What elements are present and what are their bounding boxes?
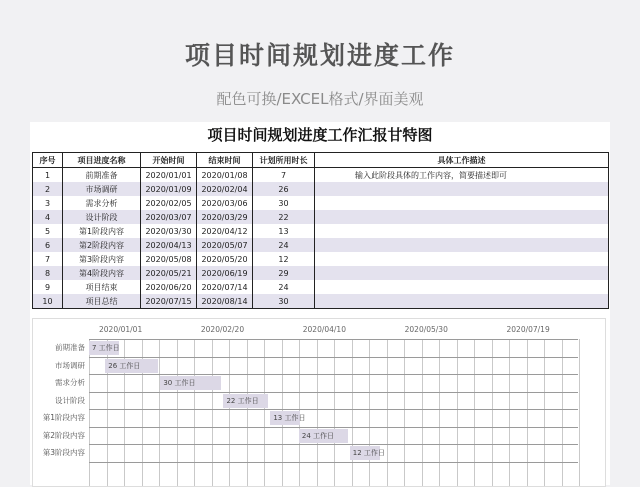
gantt-gridline <box>212 339 213 487</box>
cell-end[interactable]: 2020/03/06 <box>197 196 253 210</box>
gantt-gridline <box>89 339 90 487</box>
sheet-title: 项目时间规划进度工作汇报甘特图 <box>207 126 433 144</box>
table-row[interactable] <box>33 280 609 294</box>
gantt-gridline <box>527 339 528 487</box>
cell-end[interactable]: 2020/03/29 <box>197 210 253 224</box>
cell-duration[interactable]: 7 <box>253 168 315 183</box>
schedule-table <box>32 152 609 309</box>
cell-no[interactable]: 1 <box>33 168 63 183</box>
gantt-row-divider <box>89 392 578 393</box>
gantt-bar[interactable]: 30 工作日 <box>160 376 221 390</box>
gantt-chart <box>32 318 606 487</box>
cell-start[interactable]: 2020/06/20 <box>141 280 197 294</box>
cell-start[interactable]: 2020/02/05 <box>141 196 197 210</box>
gantt-bar[interactable]: 13 工作日 <box>270 411 300 425</box>
spreadsheet-card <box>30 122 610 485</box>
gantt-bar[interactable]: 24 工作日 <box>299 429 348 443</box>
gantt-row-label: 市场调研 <box>55 360 85 370</box>
gantt-row-label: 第3阶段内容 <box>42 448 85 457</box>
gantt-row-divider <box>89 444 578 445</box>
cell-end[interactable]: 2020/05/07 <box>197 238 253 252</box>
gantt-row-label: 设计阶段 <box>55 395 85 405</box>
cell-start[interactable]: 2020/05/08 <box>141 252 197 266</box>
gantt-gridline <box>387 339 388 487</box>
cell-end[interactable]: 2020/08/14 <box>197 294 253 309</box>
cell-name[interactable]: 市场调研 <box>63 182 141 196</box>
cell-no[interactable]: 4 <box>33 210 63 224</box>
col-header-end: 结束时间 <box>197 153 253 168</box>
gantt-gridline <box>194 339 195 487</box>
gantt-row-divider <box>89 374 578 375</box>
cell-name[interactable]: 第2阶段内容 <box>63 238 141 252</box>
gantt-gridline <box>544 339 545 487</box>
cell-name[interactable]: 第4阶段内容 <box>63 266 141 280</box>
page-title: 项目时间规划进度工作 <box>184 41 455 70</box>
gantt-gridline <box>562 339 563 487</box>
table-row[interactable] <box>33 294 609 309</box>
gantt-row-label: 第2阶段内容 <box>42 430 85 440</box>
cell-desc[interactable] <box>315 238 609 252</box>
gantt-gridline <box>352 339 353 487</box>
cell-name[interactable]: 项目结束 <box>63 280 141 294</box>
cell-duration[interactable]: 24 <box>253 280 315 294</box>
cell-desc[interactable] <box>315 280 609 294</box>
cell-no[interactable]: 6 <box>33 238 63 252</box>
gantt-row-label: 前期准备 <box>55 343 85 352</box>
cell-duration[interactable]: 26 <box>253 182 315 196</box>
gantt-gridline <box>177 339 178 487</box>
cell-end[interactable]: 2020/01/08 <box>197 168 253 183</box>
table-row[interactable] <box>33 210 609 224</box>
cell-no[interactable]: 5 <box>33 224 63 238</box>
cell-desc[interactable] <box>315 224 609 238</box>
table-row[interactable] <box>33 196 609 210</box>
gantt-axis-tick-label: 2020/02/20 <box>200 325 245 334</box>
cell-start[interactable]: 2020/05/21 <box>141 266 197 280</box>
cell-desc[interactable] <box>315 266 609 280</box>
gantt-gridline <box>439 339 440 487</box>
cell-name[interactable]: 第3阶段内容 <box>63 252 141 266</box>
cell-duration[interactable]: 30 <box>253 294 315 309</box>
cell-no[interactable]: 10 <box>33 294 63 309</box>
gantt-axis-tick-label: 2020/05/30 <box>404 325 448 334</box>
cell-end[interactable]: 2020/04/12 <box>197 224 253 238</box>
gantt-gridline <box>404 339 405 487</box>
col-header-desc: 具体工作描述 <box>315 153 609 168</box>
cell-duration[interactable]: 22 <box>253 210 315 224</box>
gantt-axis-tick-label: 2020/07/19 <box>506 325 550 334</box>
table-row[interactable] <box>33 238 609 252</box>
gantt-gridline <box>334 339 335 487</box>
cell-desc[interactable]: 输入此阶段具体的工作内容，简要描述即可 <box>315 168 609 183</box>
cell-end[interactable]: 2020/02/04 <box>197 182 253 196</box>
cell-no[interactable]: 3 <box>33 196 63 210</box>
gantt-gridline <box>492 339 493 487</box>
table-row[interactable] <box>33 266 609 280</box>
gantt-gridline <box>229 339 230 487</box>
cell-no[interactable]: 8 <box>33 266 63 280</box>
cell-end[interactable]: 2020/07/14 <box>197 280 253 294</box>
cell-name[interactable]: 设计阶段 <box>63 210 141 224</box>
cell-start[interactable]: 2020/03/30 <box>141 224 197 238</box>
gantt-gridline <box>579 339 580 487</box>
page-subtitle: 配色可换/EXCEL格式/界面美观 <box>216 90 424 108</box>
table-header-row <box>33 153 609 168</box>
cell-start[interactable]: 2020/03/07 <box>141 210 197 224</box>
cell-name[interactable]: 需求分析 <box>63 196 141 210</box>
gantt-row-divider <box>89 462 578 463</box>
table-row[interactable] <box>33 168 609 183</box>
gantt-gridline <box>422 339 423 487</box>
gantt-bar[interactable]: 22 工作日 <box>223 394 268 408</box>
cell-start[interactable]: 2020/01/01 <box>141 168 197 183</box>
gantt-row-divider <box>89 427 578 428</box>
gantt-row-label: 第1阶段内容 <box>42 413 85 422</box>
gantt-gridline <box>457 339 458 487</box>
cell-desc[interactable] <box>315 182 609 196</box>
cell-desc[interactable] <box>315 252 609 266</box>
cell-no[interactable]: 9 <box>33 280 63 294</box>
gantt-gridline <box>159 339 160 487</box>
cell-duration[interactable]: 13 <box>253 224 315 238</box>
col-header-duration: 计划所用时长 <box>253 153 315 168</box>
gantt-top-border <box>89 339 578 340</box>
cell-duration[interactable]: 12 <box>253 252 315 266</box>
cell-name[interactable]: 项目总结 <box>63 294 141 309</box>
gantt-row-label: 需求分析 <box>55 378 85 387</box>
gantt-bar[interactable]: 12 工作日 <box>350 446 380 460</box>
cell-end[interactable]: 2020/06/19 <box>197 266 253 280</box>
cell-start[interactable]: 2020/01/09 <box>141 182 197 196</box>
table-row[interactable] <box>33 252 609 266</box>
gantt-axis-tick-label: 2020/04/10 <box>302 325 346 334</box>
col-header-name: 项目进度名称 <box>63 153 141 168</box>
gantt-gridline <box>509 339 510 487</box>
col-header-start: 开始时间 <box>141 153 197 168</box>
gantt-gridline <box>317 339 318 487</box>
gantt-gridline <box>247 339 248 487</box>
cell-duration[interactable]: 30 <box>253 196 315 210</box>
cell-start[interactable]: 2020/07/15 <box>141 294 197 309</box>
cell-no[interactable]: 7 <box>33 252 63 266</box>
cell-start[interactable]: 2020/04/13 <box>141 238 197 252</box>
table-row[interactable] <box>33 224 609 238</box>
gantt-row-divider <box>89 357 578 358</box>
cell-desc[interactable] <box>315 196 609 210</box>
gantt-axis-tick-label: 2020/01/01 <box>99 325 143 334</box>
cell-desc[interactable] <box>315 210 609 224</box>
cell-name[interactable]: 第1阶段内容 <box>63 224 141 238</box>
gantt-bar[interactable]: 26 工作日 <box>105 359 158 373</box>
cell-duration[interactable]: 29 <box>253 266 315 280</box>
cell-duration[interactable]: 24 <box>253 238 315 252</box>
col-header-no: 序号 <box>33 153 63 168</box>
gantt-gridline <box>369 339 370 487</box>
gantt-gridline <box>474 339 475 487</box>
cell-no[interactable]: 2 <box>33 182 63 196</box>
table-row[interactable] <box>33 182 609 196</box>
gantt-bar[interactable]: 7 工作日 <box>89 341 119 355</box>
cell-name[interactable]: 前期准备 <box>63 168 141 183</box>
gantt-gridline <box>264 339 265 487</box>
cell-end[interactable]: 2020/05/20 <box>197 252 253 266</box>
gantt-row-divider <box>89 409 578 410</box>
cell-desc[interactable] <box>315 294 609 309</box>
